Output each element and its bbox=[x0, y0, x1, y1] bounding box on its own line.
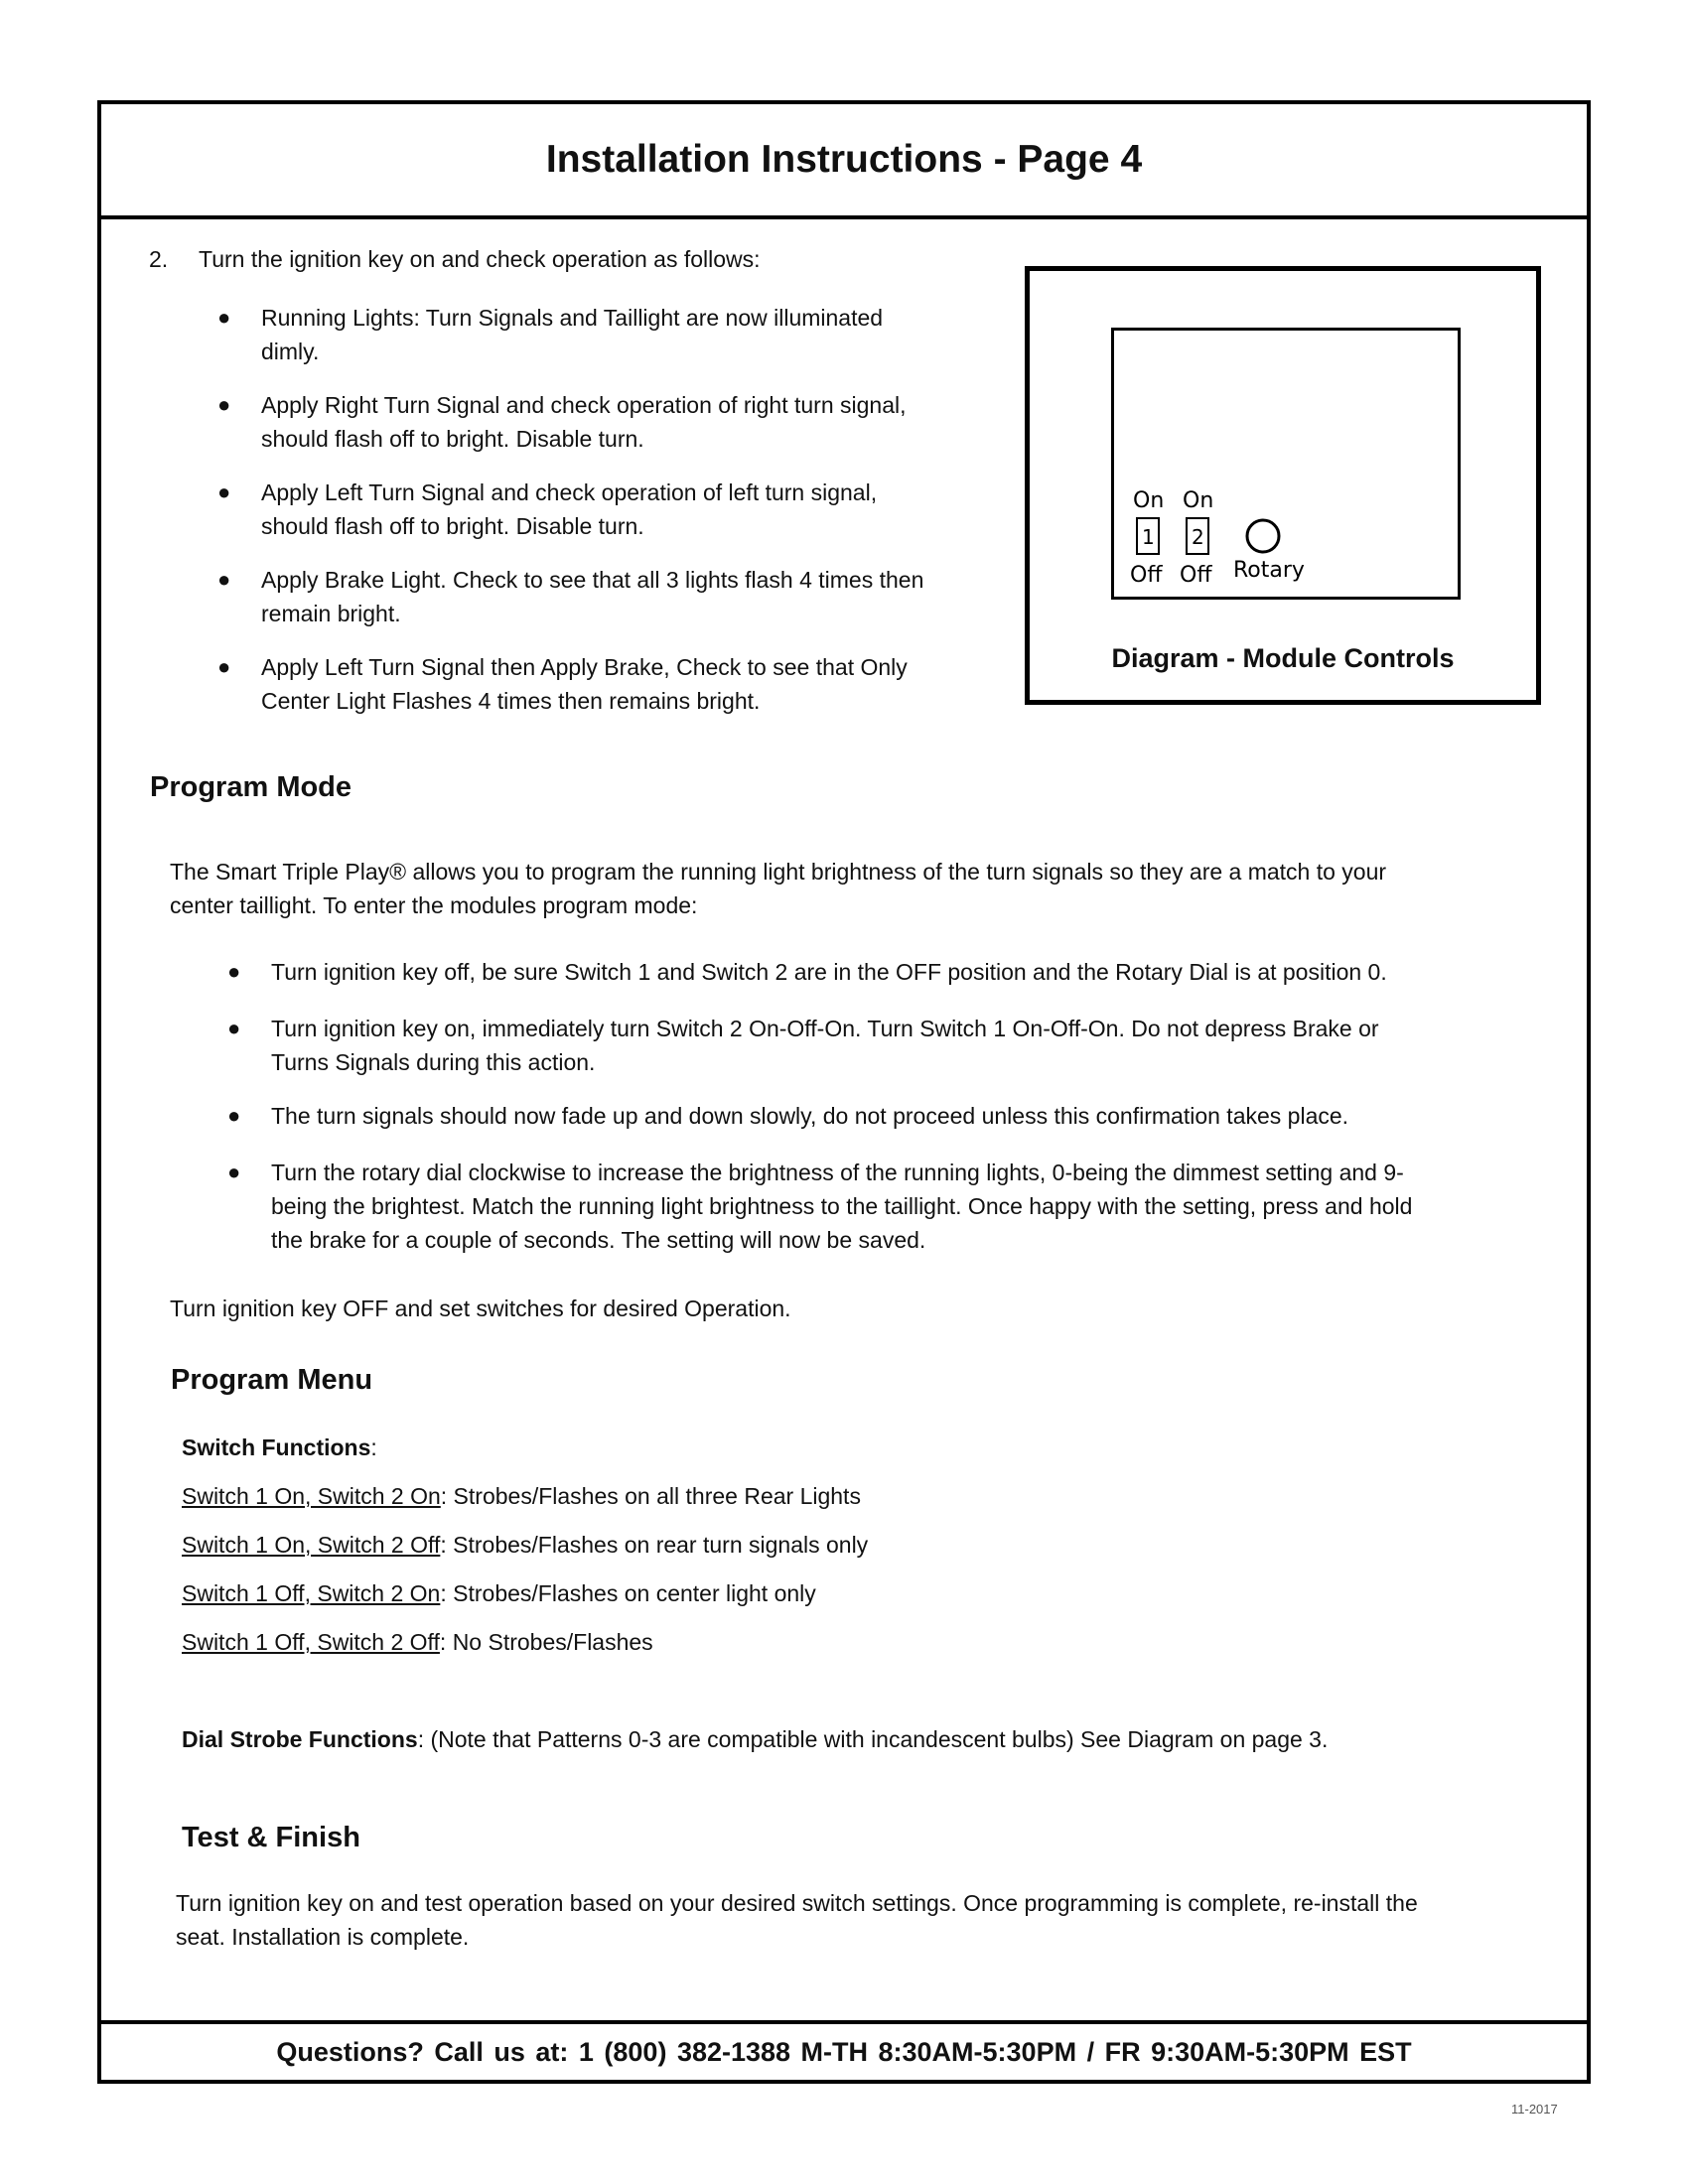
program-mode-heading: Program Mode bbox=[150, 771, 352, 803]
switch-function-row: Switch 1 On, Switch 2 Off: Strobes/Flashes on rear turn signals only bbox=[182, 1532, 869, 1558]
list-item: ● Apply Right Turn Signal and check operation of right turn signal, should flash off to bright. Disable turn. bbox=[261, 388, 907, 456]
bullet-icon: ● bbox=[227, 1016, 241, 1040]
step-lead: Turn the ignition key on and check operation as follows: bbox=[199, 246, 761, 272]
list-item: ● Turn the rotary dial clockwise to increase the brightness of the running lights, 0-being the dimmest setting and 9- being the brightest. Match the running light brightness to the taillight. Once happy with the setting, press and hold the brake for a couple of seconds. The setting will now be saved. bbox=[271, 1156, 1412, 1257]
switch1-on-label: On bbox=[1133, 488, 1165, 513]
dial-strobe-functions: Dial Strobe Functions: (Note that Patterns 0-3 are compatible with incandescent bulbs) See Diagram on page 3. bbox=[182, 1726, 1329, 1752]
bullet-icon: ● bbox=[217, 654, 231, 679]
bullet-icon: ● bbox=[227, 1103, 241, 1128]
switch2-off-label: Off bbox=[1180, 563, 1212, 588]
bullet-icon: ● bbox=[227, 959, 241, 984]
list-item: ● Apply Left Turn Signal and check operation of left turn signal, should flash off to bright. Disable turn. bbox=[261, 476, 877, 543]
test-finish-heading: Test & Finish bbox=[182, 1822, 360, 1853]
switch1-number: 1 bbox=[1142, 525, 1155, 549]
module-controls-drawing bbox=[1114, 331, 1458, 597]
rotary-dial-icon bbox=[1247, 520, 1279, 552]
diagram-caption: Diagram - Module Controls bbox=[1111, 643, 1455, 673]
switch2-number: 2 bbox=[1192, 525, 1204, 549]
switch-function-row: Switch 1 On, Switch 2 On: Strobes/Flashes on all three Rear Lights bbox=[182, 1483, 861, 1509]
list-item: ● Turn ignition key on, immediately turn Switch 2 On-Off-On. Turn Switch 1 On-Off-On. Do not depress Brake or Turns Signals during this action. bbox=[271, 1012, 1379, 1079]
switch-function-row: Switch 1 Off, Switch 2 On: Strobes/Flashes on center light only bbox=[182, 1580, 816, 1606]
switch-functions-label: Switch Functions: bbox=[182, 1434, 377, 1460]
list-item: ● Turn ignition key off, be sure Switch 1 and Switch 2 are in the OFF position and the Rotary Dial is at position 0. bbox=[271, 955, 1387, 989]
bullet-icon: ● bbox=[217, 392, 231, 417]
program-mode-outro: Turn ignition key OFF and set switches for desired Operation. bbox=[170, 1296, 791, 1321]
rotary-label: Rotary bbox=[1233, 558, 1305, 583]
bullet-icon: ● bbox=[217, 479, 231, 504]
program-menu-heading: Program Menu bbox=[171, 1364, 373, 1396]
page-title: Installation Instructions - Page 4 bbox=[101, 104, 1587, 219]
support-footer: Questions? Call us at: 1 (800) 382-1388 M-TH 8:30AM-5:30PM / FR 9:30AM-5:30PM EST bbox=[101, 2020, 1587, 2080]
list-item: ● Running Lights: Turn Signals and Taillight are now illuminated dimly. bbox=[261, 301, 883, 368]
bullet-icon: ● bbox=[217, 305, 231, 330]
switch1-off-label: Off bbox=[1130, 563, 1163, 588]
test-finish-text: Turn ignition key on and test operation based on your desired switch settings. Once programming is complete, re-install the seat. Installation is complete. bbox=[176, 1890, 1418, 1950]
step-number: 2. bbox=[149, 246, 169, 272]
revision-date: 11-2017 bbox=[1511, 2102, 1558, 2116]
switch2-on-label: On bbox=[1183, 488, 1214, 513]
switch-function-row: Switch 1 Off, Switch 2 Off: No Strobes/Flashes bbox=[182, 1629, 653, 1655]
program-mode-intro: The Smart Triple Play® allows you to program the running light brightness of the turn signals so they are a match to your center taillight. To enter the modules program mode: bbox=[170, 859, 1387, 918]
list-item: ● The turn signals should now fade up and down slowly, do not proceed unless this confirmation takes place. bbox=[271, 1099, 1348, 1133]
bullet-icon: ● bbox=[227, 1160, 241, 1184]
list-item: ● Apply Left Turn Signal then Apply Brake, Check to see that Only Center Light Flashes 4 times then remains bright. bbox=[261, 650, 908, 718]
module-controls-diagram bbox=[1025, 266, 1541, 705]
list-item: ● Apply Brake Light. Check to see that all 3 lights flash 4 times then remain bright. bbox=[261, 563, 923, 630]
module-box bbox=[1111, 328, 1461, 600]
bullet-icon: ● bbox=[217, 567, 231, 592]
